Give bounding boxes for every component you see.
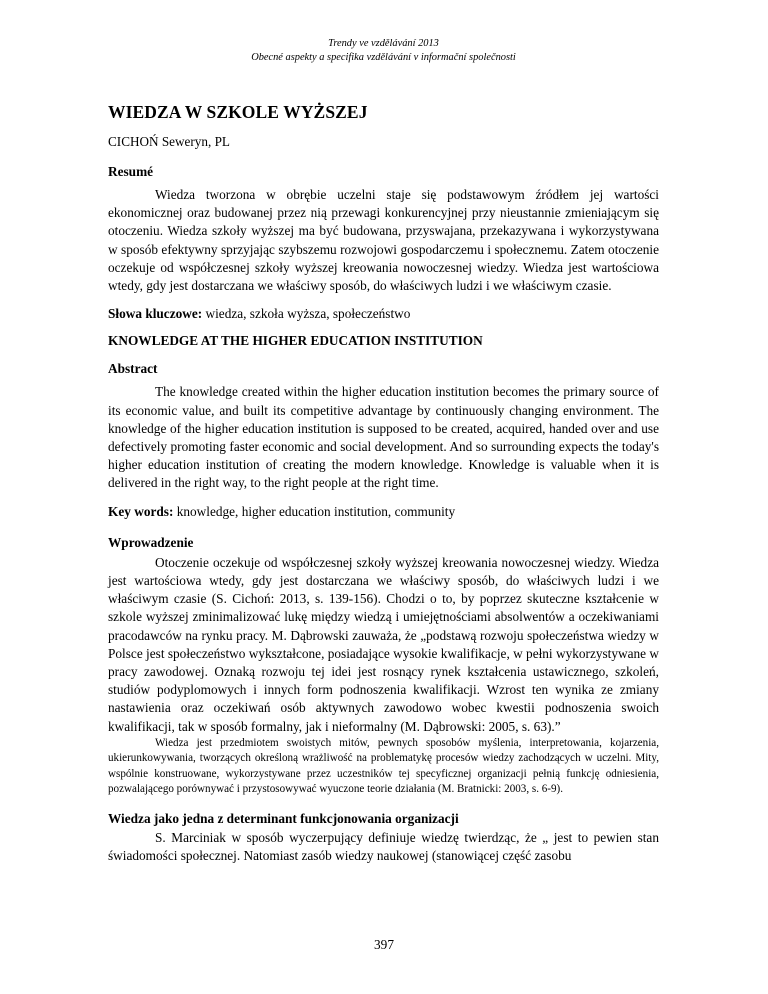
resume-text: Wiedza tworzona w obrębie uczelni staje się podstawowym źródłem jej wartości ekonomicznej oraz budowanej przez nią przewagi konkurencyjnej przy nieustannie zmieniającym się otoczeniu. Wiedza szkoły wyższej ma być budowana, przyswajana, przekazywana i wykorzystywana w sposób efektywny sprzyjając szybszemu rozwojowi gospodarczemu i społecznemu. Zatem otoczenie oczekuje od współczesnej szkoły wyższej kreowania nowoczesnej wiedzy. Wiedza jest wartościowa wtedy, gdy jest dostarczana we właściwy sposób, do właściwych ludzi i we właściwym czasie. (108, 187, 659, 294)
abstract-heading: Abstract (108, 361, 158, 377)
keywords-pl-label: Słowa kluczowe: (108, 306, 203, 322)
article-page (108, 0, 659, 865)
abstract-text: The knowledge created within the higher education institution becomes the primary source of its economic value, and built its competitive advantage by continuously changing environment. The knowledge of the higher education institution is supposed to be created, acquired, handed over and use defectively promoting faster economic and social development. And so surrounding expects the today's higher education institution of creating the modern knowledge. Knowledge is valuable when it is delivered in the right way, to the right people at the right time. (108, 384, 659, 491)
keywords-en (108, 503, 659, 521)
resume-heading: Resumé (108, 164, 154, 179)
article-author: CICHOŃ Seweryn, PL (108, 134, 230, 149)
keywords-pl-value: wiedza, szkoła wyższa, społeczeństwo (202, 306, 411, 322)
intro-heading: Wprowadzenie (108, 534, 194, 550)
conference-subtitle: Obecné aspekty a specifika vzdělávání v informační společnosti (251, 52, 516, 63)
conference-name: Trendy ve vzdělávání 2013 (328, 38, 439, 49)
section2-heading: Wiedza jako jedna z determinant funkcjonowania organizacji (108, 810, 459, 826)
keywords-en-value: knowledge, higher education institution, community (173, 503, 456, 519)
running-head (108, 37, 659, 65)
intro-text: Otoczenie oczekuje od współczesnej szkoły wyższej kreowania nowoczesnej wiedzy. Wiedza jest wartościowa wtedy, gdy jest dostarczana we właściwy sposób, do właściwych ludzi i we właściwym czasie (S. Cichoń: 2013, s. 139-156). Chodzi o to, by poprzez skuteczne kształcenie w szkole wyższej zminimalizować lukę między wiedzą i umiejętnościami absolwentów a oczekiwaniami pracodawców na rynku pracy. M. Dąbrowski zauważa, że „podstawą rozwoju społeczeństwa wiedzy w Polsce jest społeczeństwo wykształcone, posiadające wysokie kwalifikacje, w pełni wykorzystywane w pracy zawodowej. Oznaką rozwoju tej idei jest rosnący rynek kształcenia ustawicznego, szkoleń, studiów podyplomowych i innych form podnoszenia kwalifikacji. Wzrost ten wynika ze zmiany nastawienia oraz oczekiwań osób aktywnych zawodowo wobec kwestii podnoszenia swoich kwalifikacji, tak w sposób formalny, jak i nieformalny (M. Dąbrowski: 2005, s. 63).” (108, 554, 659, 734)
english-title: KNOWLEDGE AT THE HIGHER EDUCATION INSTITUTION (108, 333, 483, 349)
keywords-en-label: Key words: (108, 503, 174, 519)
keywords-pl (108, 305, 659, 323)
section2-text: S. Marciniak w sposób wyczerpujący definiuje wiedzę twierdząc, że „ jest to pewien stan świadomości społecznej. Natomiast zasób wiedzy naukowej (stanowiącej część zasobu (108, 829, 659, 863)
article-title: WIEDZA W SZKOLE WYŻSZEJ (108, 102, 368, 122)
page-number: 397 (374, 937, 394, 952)
intro-quote: Wiedza jest przedmiotem swoistych mitów, pewnych sposobów myślenia, interpretowania, kojarzenia, ukierunkowywania, tworzących określoną wrażliwość na problematykę procesów wiedzy zachodzących w uczelni. Mity, wspólnie konstruowane, wykorzystywane przez uczestników tej specyficznej organizacji pełnią funkcję odniesienia, pozwalającego porównywać i przystosowywać wyuczone teorie działania (M. Bratnicki: 2003, s. 6-9). (108, 736, 659, 796)
